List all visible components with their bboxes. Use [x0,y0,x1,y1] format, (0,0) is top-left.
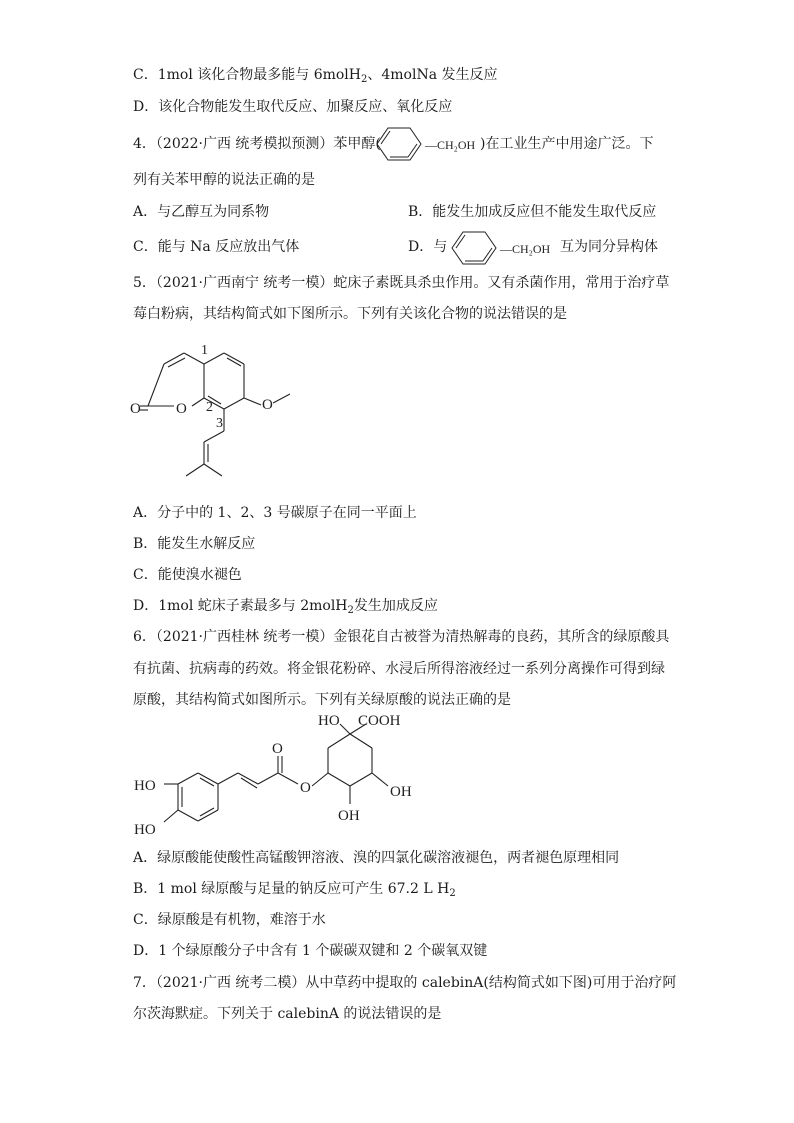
q4-d-group-label: —CH₂OH [500,242,551,256]
q3-option-d: D．该化合物能发生取代反应、加聚反应、氧化反应 [133,99,453,115]
chlorogenic-ho-2: HO [134,822,156,838]
q6-option-d: D．1 个绿原酸分子中含有 1 个碳碳双键和 2 个碳氧双键 [133,943,488,959]
q6-stem-line1: 6．（2021·广西桂林 统考一模）金银花自古被誉为清热解毒的良药，其所含的绿原酸具 [133,629,670,645]
chlorogenic-oh-2: OH [338,808,360,824]
chlorogenic-ester-o: O [300,780,311,796]
q4-option-d-post: 互为同分异构体 [560,239,658,255]
osthole-methoxy-o: O [262,397,273,413]
osthole-label-3: 3 [216,416,223,431]
chlorogenic-carbonyl-o: O [272,741,283,757]
q4-option-c: C．能与 Na 反应放出气体 [133,239,300,255]
benzyl-alcohol-structure-option-d [448,226,558,270]
chlorogenic-oh-1: OH [390,784,412,800]
q7-stem-line2: 尔茨海默症。下列关于 calebinA 的说法错误的是 [133,1006,442,1022]
q6-stem-line2: 有抗菌、抗病毒的药效。将金银花粉碎、水浸后所得溶液经过一系列分离操作可得到绿 [133,661,665,677]
q4-stem-part1: 4．（2022·广西 统考模拟预测）苯甲醇( [133,136,381,152]
q4-option-a: A．与乙醇互为同系物 [133,204,270,220]
q4-stem-line2: 列有关苯甲醇的说法正确的是 [133,172,315,188]
osthole-ring-o: O [176,401,187,417]
q6-stem-line3: 原酸，其结构简式如图所示。下列有关绿原酸的说法正确的是 [133,692,511,708]
chlorogenic-ho-top: HO [318,713,340,729]
q5-option-b: B．能发生水解反应 [133,536,256,552]
chlorogenic-ho-1: HO [134,778,156,794]
osthole-structure [130,336,330,496]
q5-stem-line1: 5．（2021·广西南宁 统考一模）蛇床子素既具杀虫作用。又有杀菌作用，常用于治疗草 [133,275,670,291]
q4-stem-part2: )在工业生产中用途广泛。下 [480,136,654,152]
q6-option-a: A．绿原酸能使酸性高锰酸钾溶液、溴的四氯化碳溶液褪色，两者褪色原理相同 [133,850,620,866]
q4-option-d-pre: D．与 [408,239,448,255]
q5-option-c: C．能使溴水褪色 [133,567,242,583]
q3-option-c: C．1mol 该化合物最多能与 6molH$_2$、4molNa 发生反应 [133,67,498,85]
q5-option-a: A．分子中的 1、2、3 号碳原子在同一平面上 [133,505,417,521]
q6-option-b: B．1 mol 绿原酸与足量的钠反应可产生 67.2 L $H_2$ [133,881,456,899]
osthole-label-2: 2 [206,400,213,415]
chlorogenic-cooh: COOH [358,713,401,729]
benzyl-alcohol-structure [367,122,487,166]
q4-option-b: B．能发生加成反应但不能发生取代反应 [408,204,657,220]
osthole-carbonyl-o: O [130,401,141,417]
q7-stem-line1: 7．（2021·广西 统考二模）从中草药中提取的 calebinA(结构简式如下图)可用于治疗阿 [133,975,677,991]
q4-group-label: —CH₂OH [425,138,476,152]
q6-option-c: C．绿原酸是有机物，难溶于水 [133,912,326,928]
osthole-label-1: 1 [201,343,208,358]
q5-option-d: D．1mol 蛇床子素最多与 2molH$_2$发生加成反应 [133,598,438,616]
chlorogenic-acid-structure [130,712,430,842]
q5-stem-line2: 莓白粉病，其结构简式如下图所示。下列有关该化合物的说法错误的是 [133,306,567,322]
